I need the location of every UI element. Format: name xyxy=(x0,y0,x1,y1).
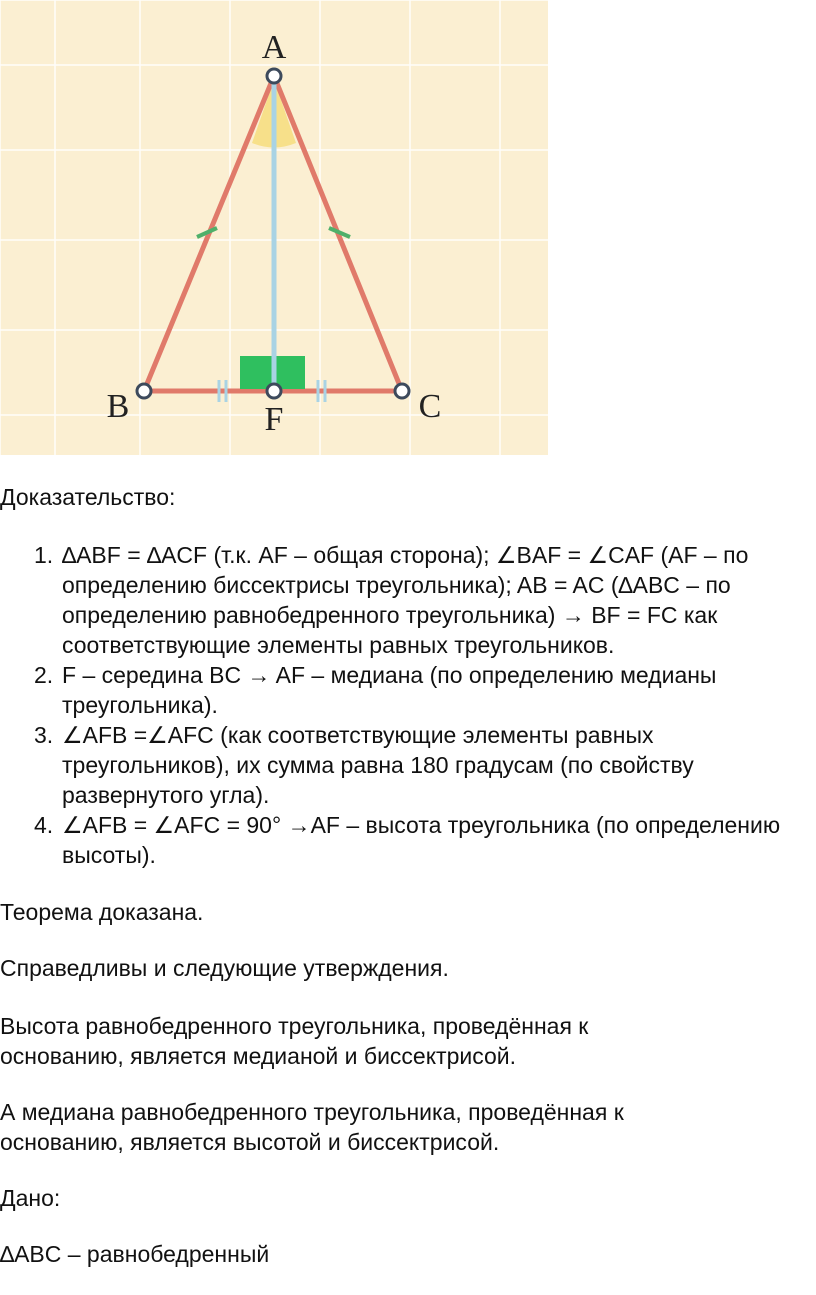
proof-step xyxy=(0,810,816,870)
step-number: 4. xyxy=(34,812,54,838)
step-text: ∆ABF = ∆ACF (т.к. AF – общая сторона); ∠BAF = ∠CAF (AF – по определению биссектрисы треугольника); AB = AC (∆ABC – по определению равнобедренного треугольника) → BF = FC как соответствующие элементы равных треугольников. xyxy=(62,542,749,658)
point-b xyxy=(137,384,151,398)
step-number: 2. xyxy=(34,662,54,688)
label-b: B xyxy=(106,388,130,425)
height-statement: Высота равнобедренного треугольника, проведённая к основанию, является медианой и биссектрисой. xyxy=(0,1013,589,1069)
isosceles-triangle-figure xyxy=(0,0,548,455)
step-text: ∠AFB = ∠AFC = 90° →AF – высота треугольника (по определению высоты). xyxy=(62,812,781,868)
point-f xyxy=(267,384,281,398)
proof-step xyxy=(0,720,816,810)
step-text: ∠AFB =∠AFC (как соответствующие элементы равных треугольников), их сумма равна 180 градусам (по свойству развернутого угла). xyxy=(62,722,694,808)
label-c: C xyxy=(418,388,442,425)
point-c xyxy=(395,384,409,398)
proof-steps xyxy=(0,540,816,870)
step-text: F – середина BC → AF – медиана (по определению медианы треугольника). xyxy=(62,662,717,718)
proof-step xyxy=(0,660,816,720)
proof-heading: Доказательство: xyxy=(0,484,176,510)
median-statement: А медиана равнобедренного треугольника, проведённая к основанию, является высотой и биссектрисой. xyxy=(0,1099,624,1155)
proof-step xyxy=(0,540,816,660)
given-label: Дано: xyxy=(0,1185,61,1211)
given-text: ∆ABC – равнобедренный xyxy=(0,1241,270,1267)
point-a xyxy=(267,69,281,83)
label-a: A xyxy=(261,29,287,66)
proof-conclusion: Теорема доказана. xyxy=(0,899,204,925)
step-number: 3. xyxy=(34,722,54,748)
step-number: 1. xyxy=(34,542,54,568)
statements-intro: Справедливы и следующие утверждения. xyxy=(0,955,449,981)
label-f: F xyxy=(264,401,284,438)
